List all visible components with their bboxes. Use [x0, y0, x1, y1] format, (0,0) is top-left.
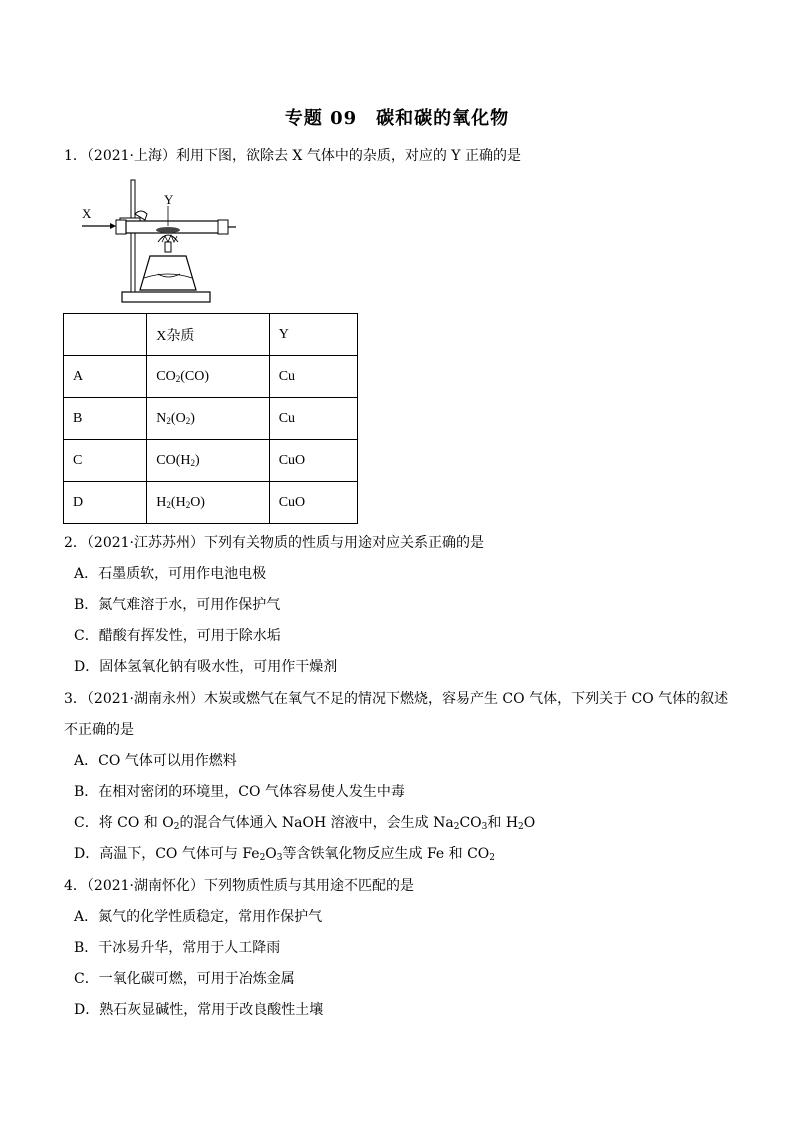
- table-cell-impurity: $H_2(H_2O)$: [147, 482, 269, 524]
- table-row: [64, 356, 358, 398]
- figure-label-x: X: [82, 206, 92, 221]
- question-3-option-d: D．高温下，CO 气体可与 $Fe_2O_3$等含铁氧化物反应生成 Fe 和 $CO_2$: [74, 846, 496, 863]
- table-row: [64, 440, 358, 482]
- table-cell-impurity: $CO(H_2)$: [147, 440, 269, 482]
- table-header-cell: X杂质: [147, 314, 269, 356]
- question-4-stem: 4．（2021·湖南怀化）下列物质性质与其用途不匹配的是: [64, 878, 414, 894]
- question-2-option-a: A．石墨质软，可用作电池电极: [74, 566, 267, 582]
- table-cell-y: Cu: [269, 356, 357, 398]
- table-cell-y: CuO: [269, 482, 357, 524]
- table-cell-y: CuO: [269, 440, 357, 482]
- question-4-option-c: C．一氧化碳可燃，可用于冶炼金属: [74, 971, 295, 987]
- question-4-option-d: D．熟石灰显碱性，常用于改良酸性土壤: [74, 1002, 324, 1018]
- table-header-row: [64, 314, 358, 356]
- apparatus-figure: [78, 176, 238, 306]
- table-cell-option: B: [64, 398, 147, 440]
- table-header-cell: Y: [269, 314, 357, 356]
- question-3-stem-line-1: 3．（2021·湖南永州）木炭或燃气在氧气不足的情况下燃烧，容易产生 CO 气体，下列关于 CO 气体的叙述: [64, 691, 729, 707]
- question-3-option-a: A．CO 气体可以用作燃料: [74, 753, 237, 769]
- question-4-option-b: B．干冰易升华，常用于人工降雨: [74, 940, 281, 956]
- question-2-option-b: B．氮气难溶于水，可用作保护气: [74, 597, 281, 613]
- figure-label-y: Y: [164, 192, 174, 207]
- table-cell-option: C: [64, 440, 147, 482]
- question-2-option-c: C．醋酸有挥发性，可用于除水垢: [74, 628, 281, 644]
- table-cell-option: A: [64, 356, 147, 398]
- table-row: [64, 482, 358, 524]
- question-2-stem: 2．（2021·江苏苏州）下列有关物质的性质与用途对应关系正确的是: [64, 535, 484, 551]
- question-3-option-c: C．将 CO 和 $O_2$的混合气体通入 NaOH 溶液中，会生成 $Na_2CO_3$和 $H_2O$: [74, 815, 536, 832]
- table-cell-y: Cu: [269, 398, 357, 440]
- question-3-stem-line-2: 不正确的是: [64, 722, 134, 738]
- table-cell-impurity: $N_2(O_2)$: [147, 398, 269, 440]
- answer-table: [63, 313, 358, 524]
- table-cell-impurity: $CO_2(CO)$: [147, 356, 269, 398]
- page-title: 专题 09 碳和碳的氧化物: [284, 108, 510, 129]
- question-3-option-b: B．在相对密闭的环境里，CO 气体容易使人发生中毒: [74, 784, 405, 800]
- table-row: [64, 398, 358, 440]
- table-header-cell: [64, 314, 147, 356]
- table-cell-option: D: [64, 482, 147, 524]
- question-1-stem: 1．（2021·上海）利用下图，欲除去 X 气体中的杂质，对应的 Y 正确的是: [64, 148, 521, 164]
- question-4-option-a: A．氮气的化学性质稳定，常用作保护气: [74, 909, 323, 925]
- question-2-option-d: D．固体氢氧化钠有吸水性，可用作干燥剂: [74, 659, 338, 675]
